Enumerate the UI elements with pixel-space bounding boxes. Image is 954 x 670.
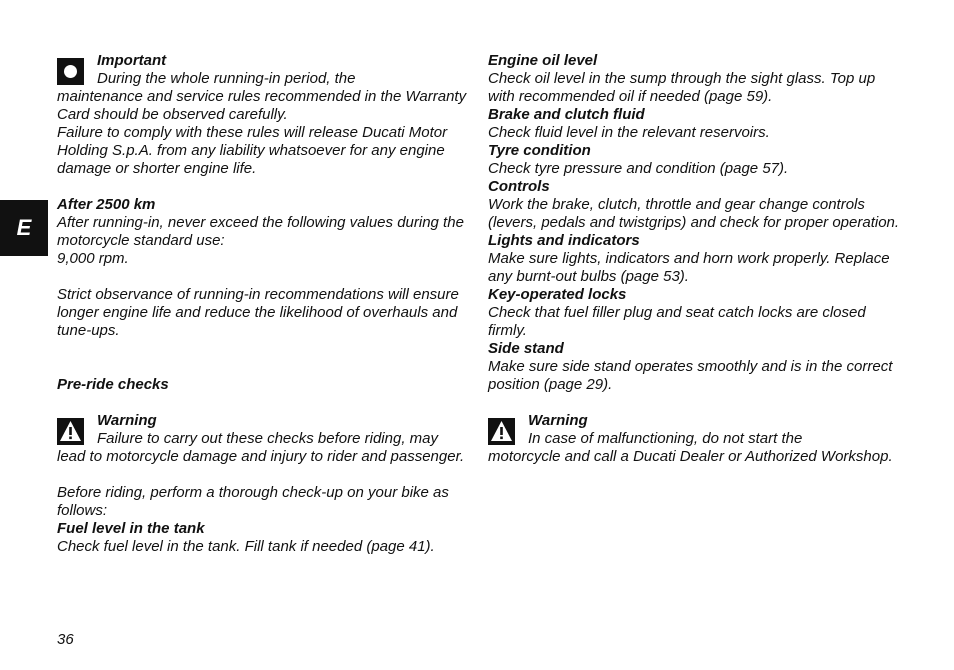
important-text-lead: During the whole running-in period, the: [97, 70, 356, 87]
check-heading: Side stand: [488, 340, 564, 357]
warning-heading-right: Warning: [528, 412, 588, 429]
check-text: Check fluid level in the relevant reservoirs.: [488, 124, 770, 141]
fuel-level-heading: Fuel level in the tank: [57, 520, 205, 537]
important-heading: Important: [97, 52, 167, 69]
warning-text-lead-left: Failure to carry out these checks before riding, may: [97, 430, 438, 447]
right-column: [488, 52, 900, 466]
warning-triangle-icon: [488, 418, 515, 445]
check-text: Work the brake, clutch, throttle and gear change controls (levers, pedals and twistgrips) and check for proper operation.: [488, 196, 900, 231]
check-heading: Controls: [488, 178, 550, 195]
warning-note-left: [57, 412, 469, 466]
check-heading: Lights and indicators: [488, 232, 640, 249]
page-number: 36: [57, 631, 74, 648]
important-failure-text: Failure to comply with these rules will release Ducati Motor Holding S.p.A. from any liability whatsoever for any engine damage or shorter engine life.: [57, 124, 448, 177]
check-heading: Key-operated locks: [488, 286, 627, 303]
important-text: maintenance and service rules recommended in the Warranty Card should be observed carefully.: [57, 88, 467, 123]
check-text: Make sure lights, indicators and horn work properly. Replace any burnt-out bulbs (page 53).: [488, 250, 890, 285]
check-text: Make sure side stand operates smoothly and is in the correct position (page 29).: [488, 358, 893, 393]
fuel-level-text: Check fuel level in the tank. Fill tank if needed (page 41).: [57, 538, 435, 555]
strict-observance-text: Strict observance of running-in recommendations will ensure longer engine life and reduce the likelihood of overhauls and tune-ups.: [57, 286, 459, 339]
after-2500-heading: After 2500 km: [57, 196, 156, 213]
section-tab: E: [0, 200, 48, 256]
before-riding-text: Before riding, perform a thorough check-up on your bike as follows:: [57, 484, 449, 519]
left-column: [57, 52, 469, 556]
after-2500-text: After running-in, never exceed the following values during the motorcycle standard use:: [57, 214, 464, 249]
check-heading: Engine oil level: [488, 52, 598, 69]
check-text: Check tyre pressure and condition (page 57).: [488, 160, 789, 177]
warning-note-right: [488, 412, 900, 466]
check-text: Check that fuel filler plug and seat catch locks are closed firmly.: [488, 304, 866, 339]
important-dot-icon: [57, 58, 84, 85]
warning-text-right: motorcycle and call a Ducati Dealer or Authorized Workshop.: [488, 448, 893, 465]
warning-triangle-icon: [57, 418, 84, 445]
important-note: [57, 52, 469, 124]
after-2500-rpm: 9,000 rpm.: [57, 250, 129, 267]
warning-heading-left: Warning: [97, 412, 157, 429]
warning-text-lead-right: In case of malfunctioning, do not start the: [528, 430, 803, 447]
warning-text-left: lead to motorcycle damage and injury to rider and passenger.: [57, 448, 465, 465]
check-heading: Brake and clutch fluid: [488, 106, 645, 123]
check-text: Check oil level in the sump through the sight glass. Top up with recommended oil if needed (page 59).: [488, 70, 876, 105]
preride-checks-heading: Pre-ride checks: [57, 376, 169, 393]
check-heading: Tyre condition: [488, 142, 591, 159]
